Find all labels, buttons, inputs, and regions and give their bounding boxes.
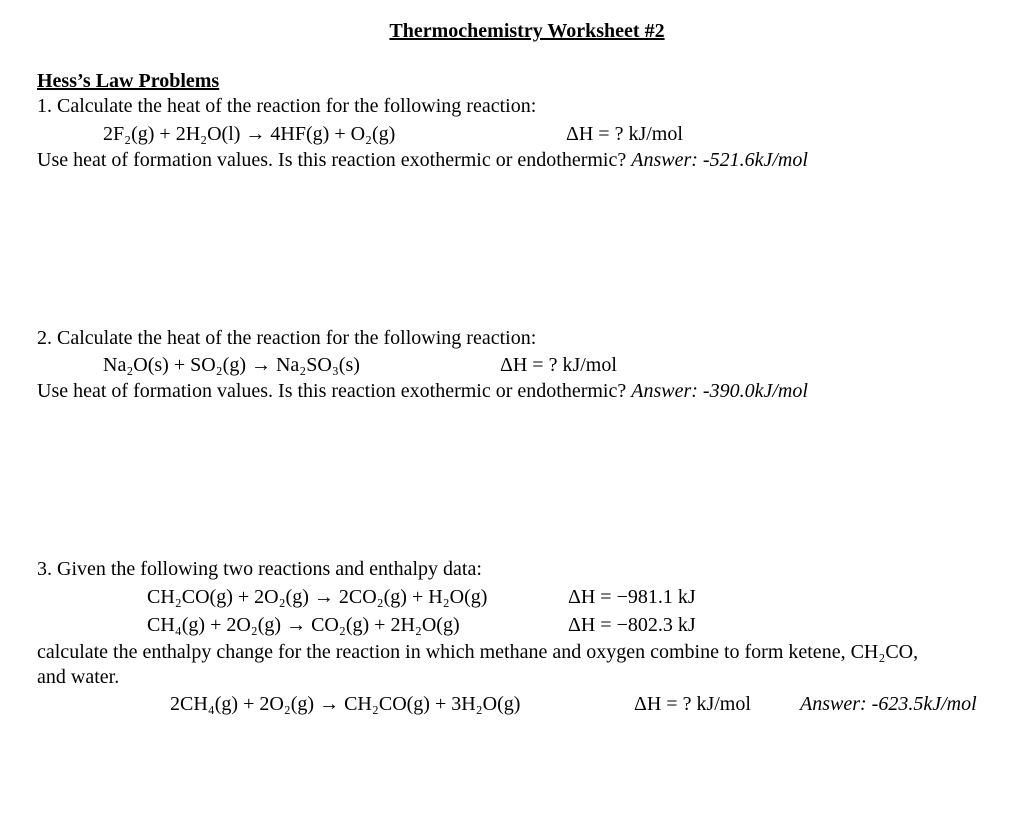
problem-1-answer-label: Answer: (631, 149, 698, 171)
problem-1-answer-value: -521.6kJ/mol (702, 149, 808, 171)
problem-1-equation: 2F₂(g) + 2H₂O(l) → 4HF(g) + O₂(g) (103, 123, 396, 145)
problem-1-question: 1. Calculate the heat of the reaction for the following reaction: (37, 95, 537, 117)
problem-3-reaction-1: CH₂CO(g) + 2O₂(g) → 2CO₂(g) + H₂O(g) (147, 586, 488, 608)
problem-1-instruction: Use heat of formation values. Is this reaction exothermic or endothermic? (37, 149, 627, 171)
problem-3-question: 3. Given the following two reactions and enthalpy data: (37, 558, 482, 580)
worksheet-title: Thermochemistry Worksheet #2 (389, 20, 665, 42)
problem-2-answer-value: -390.0kJ/mol (702, 380, 808, 402)
problem-2-equation: Na₂O(s) + SO₂(g) → Na₂SO₃(s) (103, 354, 360, 376)
problem-2-instruction: Use heat of formation values. Is this reaction exothermic or endothermic? (37, 380, 627, 402)
problem-3-answer-label: Answer: (800, 693, 867, 715)
problem-3-target-reaction: 2CH₄(g) + 2O₂(g) → CH₂CO(g) + 3H₂O(g) (170, 693, 521, 715)
problem-2-delta-h: ΔH = ? kJ/mol (500, 354, 617, 376)
problem-3-prompt-line-1: calculate the enthalpy change for the reaction in which methane and oxygen combine to form ketene, CH₂CO, (37, 641, 919, 663)
section-heading: Hess’s Law Problems (37, 70, 220, 92)
problem-3-reaction-1-delta-h: ΔH = −981.1 kJ (568, 586, 696, 608)
problem-2-answer-label: Answer: (631, 380, 698, 402)
problem-1-instruction-line (37, 148, 808, 172)
problem-3-reaction-2: CH₄(g) + 2O₂(g) → CO₂(g) + 2H₂O(g) (147, 614, 460, 636)
problem-3-answer (800, 692, 977, 716)
problem-3-reaction-2-delta-h: ΔH = −802.3 kJ (568, 614, 696, 636)
problem-2-instruction-line (37, 379, 808, 403)
problem-1-delta-h: ΔH = ? kJ/mol (566, 123, 683, 145)
problem-3-prompt-line-2: and water. (37, 666, 120, 688)
problem-3-answer-value: -623.5kJ/mol (871, 693, 977, 715)
problem-2-question: 2. Calculate the heat of the reaction for the following reaction: (37, 327, 537, 349)
problem-3-target-delta-h: ΔH = ? kJ/mol (634, 693, 751, 715)
